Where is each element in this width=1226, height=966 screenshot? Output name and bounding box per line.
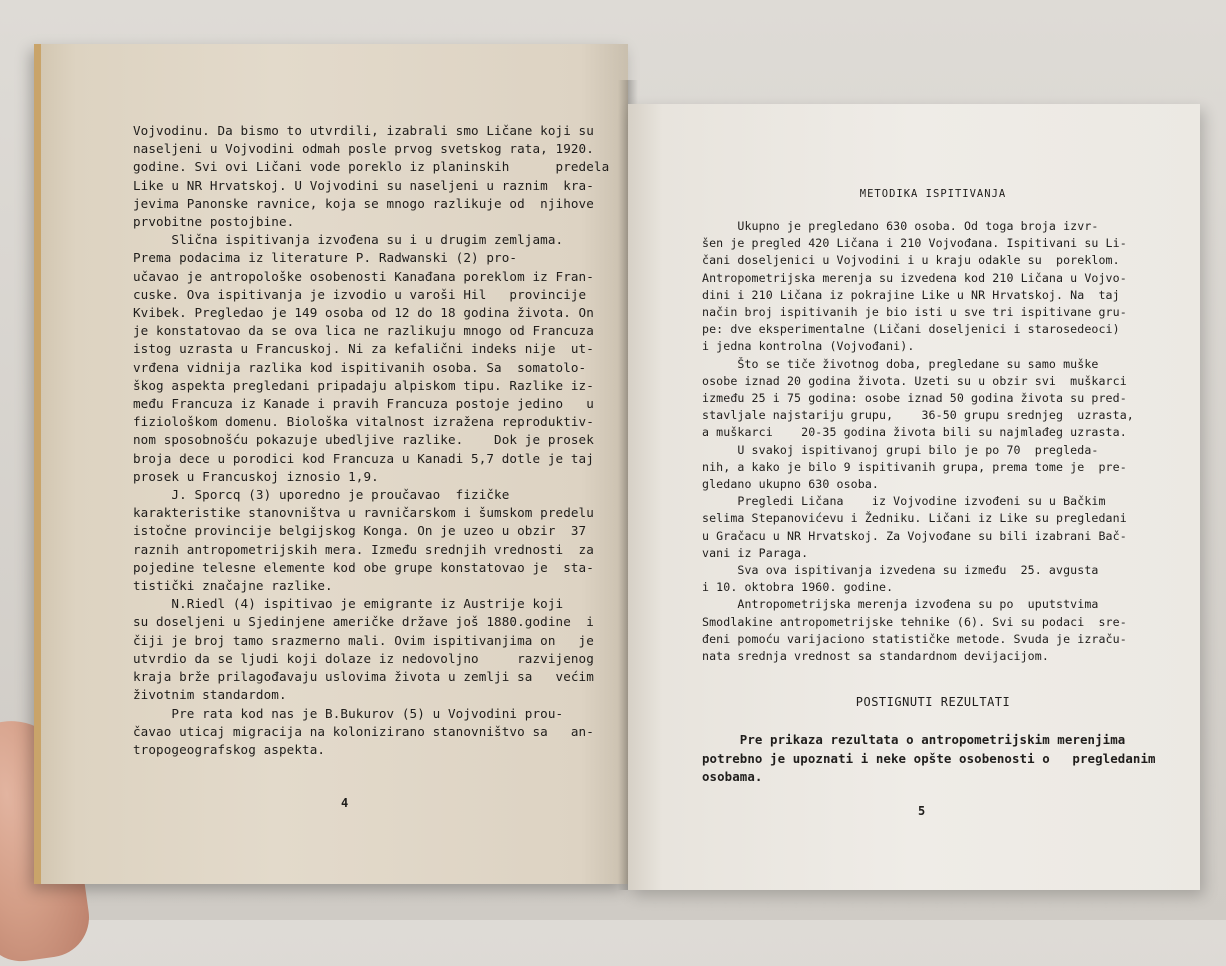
text-line: i jedna kontrolna (Vojvođani). — [702, 339, 915, 354]
text-line: Prema podacima iz literature P. Radwanski (2) pro- — [133, 250, 518, 266]
text-line: kraja brže prilagođavaju uslovima života u zemlji sa većim — [133, 669, 594, 685]
text-line: cuske. Ova ispitivanja je izvodio u varoši Hil provincije — [133, 286, 587, 302]
text-line: nata srednja vrednost sa standardnom devijacijom. — [702, 649, 1049, 664]
text-line: Slična ispitivanja izvođena su i u drugim zemljama. — [133, 232, 564, 248]
text-line: U svakoj ispitivanoj grupi bilo je po 70 pregleda- — [702, 442, 1099, 457]
text-line: selima Stepanovićevu i Žedniku. Ličani iz Like su pregledani — [702, 511, 1127, 526]
text-line: vani iz Paraga. — [702, 545, 809, 560]
text-line: tistički značajne razlike. — [133, 578, 333, 594]
left-page-text — [133, 122, 610, 759]
text-line: Vojvodinu. Da bismo to utvrdili, izabrali smo Ličane koji su — [133, 123, 594, 138]
text-line: a muškarci 20-35 godina života bili su najmlađeg uzrasta. — [702, 425, 1127, 440]
text-line: potrebno je upoznati i neke opšte osobenosti o pregledanim — [702, 750, 1156, 766]
text-line: učavao je antropološke osobenosti Kanađana poreklom iz Fran- — [133, 268, 594, 284]
text-line: i 10. oktobra 1960. godine. — [702, 580, 894, 595]
text-line: fiziološkom domenu. Biološka vitalnost izražena reproduktiv- — [133, 414, 594, 430]
text-line: osobama. — [702, 769, 763, 785]
text-line: šen je pregled 420 Ličana i 210 Vojvođana. Ispitivani su Li- — [702, 236, 1127, 251]
text-line: nih, a kako je bilo 9 ispitivanih grupa, prema tome je pre- — [702, 459, 1127, 474]
text-line: čani doseljenici u Vojvodini i u kraju odakle su poreklom. — [702, 253, 1120, 268]
text-line: gledano ukupno 630 osoba. — [702, 477, 880, 492]
text-line: čavao uticaj migracija na kolonizirano stanovništvo sa an- — [133, 723, 594, 739]
text-line: istog uzrasta u Francuskoj. Ni za kefalični indeks nije ut- — [133, 341, 594, 357]
text-line: čiji je broj tamo srazmerno mali. Ovim ispitivanjima on je — [133, 632, 594, 648]
text-line: godine. Svi ovi Ličani vode poreklo iz planinskih predela — [133, 159, 610, 175]
text-line: Kvibek. Pregledao je 149 osoba od 12 do 18 godina života. On — [133, 305, 594, 321]
text-line: Antropometrijska merenja su izvedena kod 210 Ličana u Vojvo- — [702, 270, 1127, 285]
text-line: stavljale najstariju grupu, 36-50 grupu srednjeg uzrasta, — [702, 408, 1134, 423]
text-line: istočne provincije belgijskog Konga. On je uzeo u obzir 37 — [133, 523, 587, 539]
text-line: među Francuza iz Kanade i pravih Francuza postoje jedino u — [133, 396, 594, 412]
text-line: način broj ispitivanih je bio isti u sve tri ispitivane gru- — [702, 305, 1127, 320]
text-line: broja dece u porodici kod Francuza u Kanadi 5,7 dotle je taj — [133, 450, 594, 466]
text-line: Sva ova ispitivanja izvedena su između 25. avgusta — [702, 563, 1099, 578]
text-line: jevima Panonske ravnice, koja se mnogo razlikuje od njihove — [133, 195, 594, 211]
text-line: naseljeni u Vojvodini odmah posle prvog svetskog rata, 1920. — [133, 141, 594, 157]
text-line: su doseljeni u Sjedinjene američke države još 1880.godine i — [133, 614, 594, 630]
text-line: prosek u Francuskoj iznosio 1,9. — [133, 468, 379, 484]
page-number: 5 — [918, 804, 926, 818]
text-line: Antropometrijska merenja izvođena su po uputstvima — [702, 597, 1099, 612]
text-line: Pre prikaza rezultata o antropometrijskim merenjima — [702, 732, 1126, 748]
right-page — [628, 104, 1200, 890]
text-line: utvrdio da se ljudi koji dolaze iz nedovoljno razvijenog — [133, 650, 594, 666]
text-line: između 25 i 75 godina: osobe iznad 50 godina života su pred- — [702, 391, 1127, 406]
text-line: Pregledi Ličana iz Vojvodine izvođeni su u Bačkim — [702, 494, 1106, 509]
text-line: nom sposobnošću pokazuje ubedljive razlike. Dok je prosek — [133, 432, 594, 448]
text-line: raznih antropometrijskih mera. Između srednjih vrednosti za — [133, 541, 594, 557]
text-line: vrđena vidnija razlika kod ispitivanih osoba. Sa somatolo- — [133, 359, 587, 375]
text-line: osobe iznad 20 godina života. Uzeti su u obzir svi muškarci — [702, 373, 1127, 388]
text-line: u Gračacu u NR Hrvatskoj. Za Vojvođane su bili izabrani Bač- — [702, 528, 1127, 543]
text-line: škog aspekta pregledani pripadaju alpiskom tipu. Razlike iz- — [133, 377, 594, 393]
text-line: tropogeografskog aspekta. — [133, 741, 326, 757]
page-number: 4 — [341, 796, 349, 810]
text-line: Like u NR Hrvatskoj. U Vojvodini su naseljeni u raznim kra- — [133, 177, 594, 193]
text-line: pojedine telesne elemente kod obe grupe konstatovao je sta- — [133, 559, 594, 575]
text-line: karakteristike stanovništva u ravničarskom i šumskom predelu — [133, 505, 594, 521]
results-intro — [702, 731, 1164, 786]
text-line: Što se tiče životnog doba, pregledane su samo muške — [702, 356, 1099, 371]
text-line: Pre rata kod nas je B.Bukurov (5) u Vojvodini prou- — [133, 705, 564, 721]
text-line: đeni pomoću varijaciono statističke metode. Svuda je izraču- — [702, 631, 1127, 646]
section-heading: METODIKA ISPITIVANJA — [859, 188, 1007, 200]
text-line: N.Riedl (4) ispitivao je emigrante iz Austrije koji — [133, 596, 564, 612]
text-line: životnim standardom. — [133, 687, 287, 703]
text-line: Ukupno je pregledano 630 osoba. Od toga broja izvr- — [702, 219, 1099, 233]
text-line: prvobitne postojbine. — [133, 214, 295, 230]
right-page-text — [702, 218, 1164, 665]
text-line: J. Sporcq (3) uporedno je proučavao fizičke — [133, 487, 510, 503]
text-line: je konstatovao da se ova lica ne razlikuju mnogo od Francuza — [133, 323, 594, 339]
section-subheading: POSTIGNUTI REZULTATI — [855, 695, 1011, 710]
text-line: pe: dve eksperimentalne (Ličani doseljenici i starosedeoci) — [702, 322, 1120, 337]
text-line: dini i 210 Ličana iz pokrajine Like u NR Hrvatskoj. Na taj — [702, 287, 1120, 302]
text-line: Smodlakine antropometrijske tehnike (6). Svi su podaci sre- — [702, 614, 1127, 629]
left-page — [34, 44, 628, 884]
